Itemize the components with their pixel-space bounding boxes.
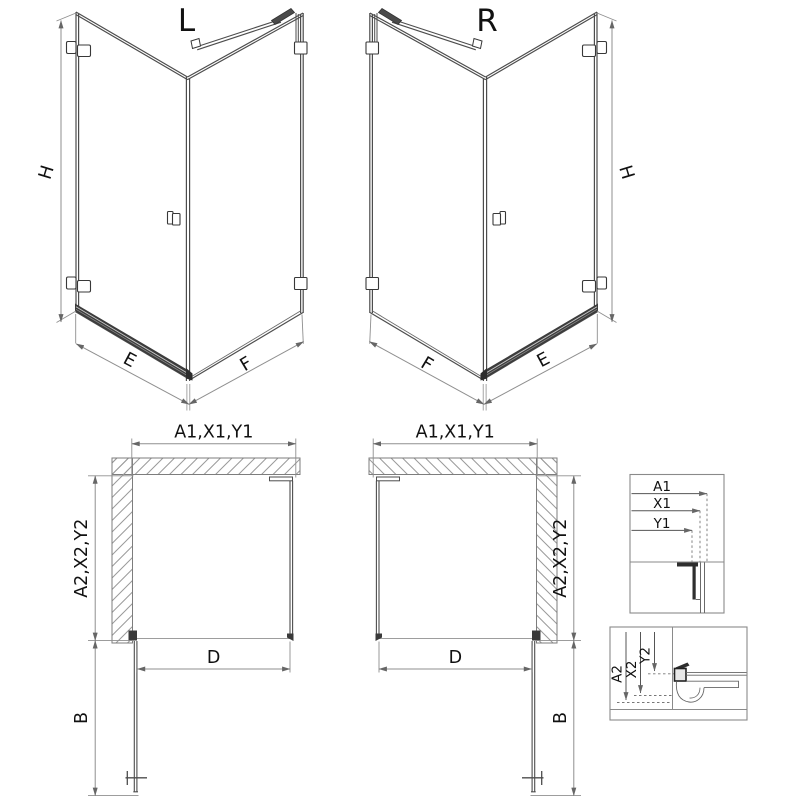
dim-label-side-width-right: F [416,352,437,376]
detail-label-x1: X1 [653,496,671,513]
dim-label-opening-side-right: A2,X2,Y2 [550,518,571,598]
iso-view-left [57,9,308,411]
detail-label-a2: A2 [609,665,626,683]
dim-label-opening-top-left: A1,X1,Y1 [174,422,254,443]
variant-title-right: R [476,3,498,39]
plan-view-left [88,439,300,796]
detail-label-y2: Y2 [637,647,654,664]
iso-view-right [366,9,617,411]
dim-label-side-width-left: F [236,352,257,376]
plan-view-right [369,439,581,796]
dim-label-opening-top-right: A1,X1,Y1 [415,422,495,443]
detail-label-x2: X2 [624,660,640,679]
detail-label-a1: A1 [653,479,671,495]
variant-title-left: L [177,3,196,39]
dim-label-opening-side-left: A2,X2,Y2 [72,518,92,598]
dim-label-front-width-right: E [533,348,554,373]
dim-label-height-left: H [34,162,59,182]
dim-label-inner-width-left: D [206,648,221,668]
detail-label-y1: Y1 [653,515,671,532]
detail-box-top-profile [630,475,724,614]
dim-label-height-right: H [614,162,639,182]
dim-label-door-width-left: B [72,711,92,725]
detail-box-bottom-profile [610,627,748,720]
dim-label-door-width-right: B [550,711,571,725]
dim-label-inner-width-right: D [448,648,463,668]
dim-label-front-width-left: E [119,348,140,373]
